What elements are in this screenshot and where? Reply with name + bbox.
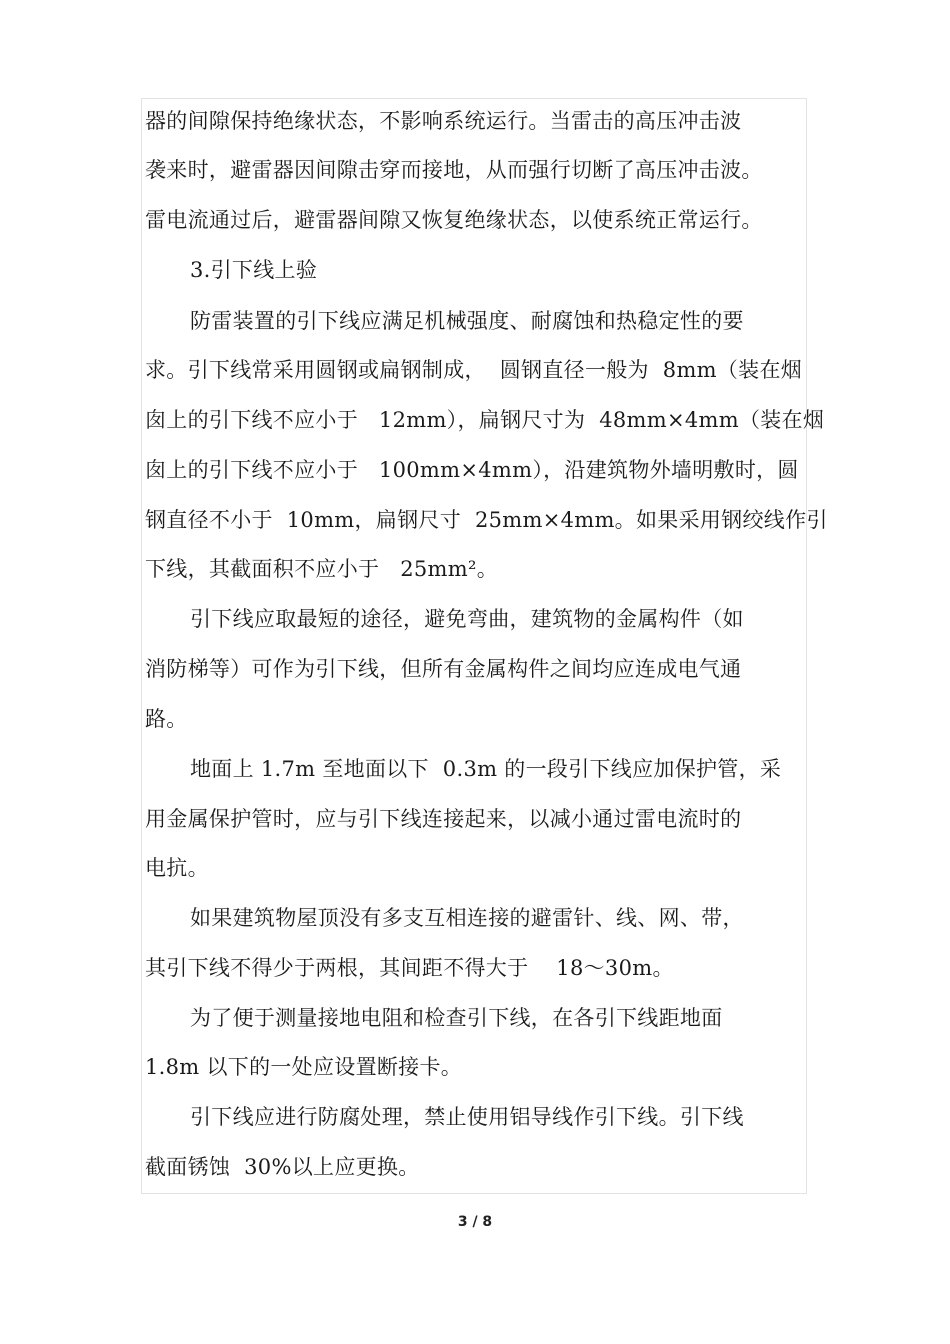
text-line: 截面锈蚀 30%以上应更换。 (145, 1155, 420, 1179)
text-line: 袭来时，避雷器因间隙击穿而接地，从而强行切断了高压冲击波。 (145, 158, 763, 182)
page-number: 3 / 8 (457, 1214, 493, 1230)
section-heading: 3.引下线上验 (190, 258, 318, 282)
text-line: 雷电流通过后，避雷器间隙又恢复绝缘状态，以使系统正常运行。 (145, 208, 763, 232)
text-line: 电抗。 (145, 856, 209, 880)
text-line: 其引下线不得少于两根，其间距不得大于 18～30m。 (145, 956, 674, 980)
text-line: 钢直径不小于 10mm，扁钢尺寸 25mm×4mm。如果采用钢绞线作引 (145, 508, 828, 532)
text-line: 消防梯等）可作为引下线，但所有金属构件之间均应连成电气通 (145, 657, 742, 681)
text-line: 引下线应取最短的途径，避免弯曲，建筑物的金属构件（如 (190, 607, 744, 631)
text-line: 地面上 1.7m 至地面以下 0.3m 的一段引下线应加保护管，采 (190, 757, 782, 781)
text-line: 下线，其截面积不应小于 25mm²。 (145, 557, 498, 581)
text-line: 引下线应进行防腐处理，禁止使用铝导线作引下线。引下线 (190, 1105, 744, 1129)
text-line: 求。引下线常采用圆钢或扁钢制成， 圆钢直径一般为 8mm（装在烟 (145, 358, 803, 382)
text-line: 用金属保护管时，应与引下线连接起来，以减小通过雷电流时的 (145, 807, 742, 831)
text-line: 防雷装置的引下线应满足机械强度、耐腐蚀和热稳定性的要 (190, 309, 744, 333)
text-line: 1.8m 以下的一处应设置断接卡。 (145, 1055, 463, 1079)
text-line: 路。 (145, 707, 188, 731)
text-line: 如果建筑物屋顶没有多支互相连接的避雷针、线、网、带， (190, 906, 744, 930)
text-line: 为了便于测量接地电阻和检查引下线，在各引下线距地面 (190, 1006, 723, 1030)
text-line: 囱上的引下线不应小于 100mm×4mm），沿建筑物外墙明敷时，圆 (145, 458, 799, 482)
text-line: 囱上的引下线不应小于 12mm），扁钢尺寸为 48mm×4mm（装在烟 (145, 408, 825, 432)
text-line: 器的间隙保持绝缘状态，不影响系统运行。当雷击的高压冲击波 (145, 109, 742, 133)
